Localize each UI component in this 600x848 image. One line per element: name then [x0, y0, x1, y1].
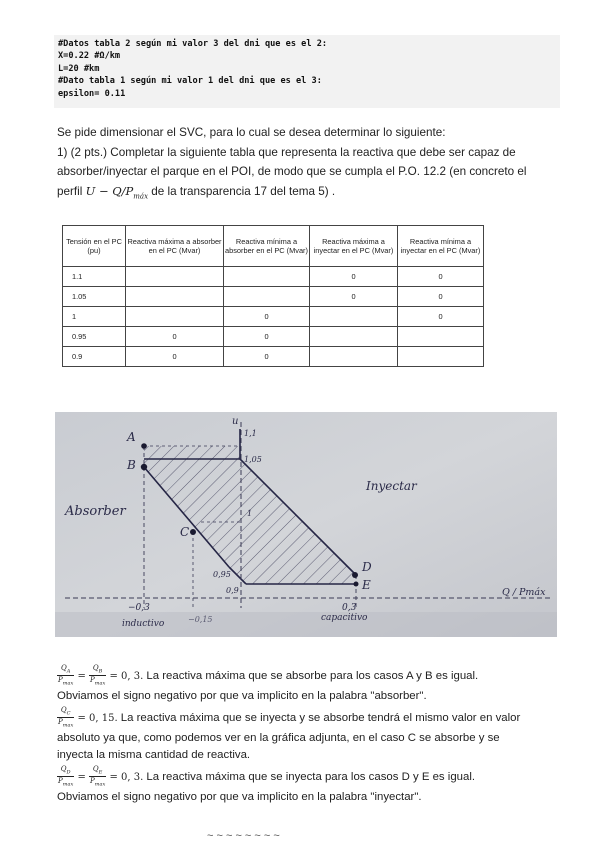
frac-sub: max [94, 781, 106, 788]
code-line: #Datos tabla 2 según mi valor 3 del dni que es el 2: [58, 39, 328, 49]
intro-line: 1) (2 pts.) Completar la siguiente tabla que representa la reactiva que debe ser capaz de [57, 145, 516, 159]
code-line: #Dato tabla 1 según mi valor 1 del dni que es el 3: [58, 76, 322, 87]
frac-den: P [58, 718, 63, 727]
label-c: C [180, 525, 190, 539]
table-cell [398, 327, 484, 347]
frac-den: P [90, 676, 95, 685]
table-cell: 0 [310, 267, 398, 287]
table-cell [126, 307, 224, 327]
equals-sign: = [77, 670, 86, 682]
x-tick-neg03: −0,3 [128, 603, 150, 613]
point-a [141, 443, 147, 449]
table-cell [398, 347, 484, 367]
fraction-qd [57, 765, 74, 789]
table-cell [126, 287, 224, 307]
table-row [63, 267, 484, 287]
intro-line [57, 182, 557, 207]
frac-sub: max [94, 680, 106, 687]
table-row [63, 287, 484, 307]
table-cell: 0 [224, 347, 310, 367]
explanation-text: La reactiva máxima que se absorbe para los casos A y B es igual. [143, 669, 479, 682]
table-cell: 0.9 [63, 347, 126, 367]
point-b [141, 464, 147, 470]
table-cell: 1 [63, 307, 126, 327]
label-d: D [362, 560, 372, 574]
frac-den: P [58, 676, 63, 685]
table-header: Reactiva mínima a absorber en el PC (Mvar) [224, 226, 310, 267]
intro-paragraph [57, 123, 557, 207]
cut-off-text-fragment: ~ ~ ~ ~ ~ ~ ~ ~ [207, 830, 280, 842]
table-cell [310, 307, 398, 327]
frac-den: P [58, 777, 63, 786]
label-absorber: Absorber [65, 504, 126, 519]
table-cell [310, 327, 398, 347]
frac-sub: E [98, 769, 103, 776]
x-label-capacitivo: capacitivo [321, 613, 368, 623]
equals-sign: = [77, 771, 86, 783]
tick-1: 1 [247, 509, 253, 518]
x-tick-neg015: −0,15 [188, 615, 213, 624]
frac-den: P [90, 777, 95, 786]
frac-sub: C [66, 710, 71, 717]
table-header: Tensión en el PC (pu) [63, 226, 126, 267]
code-line: epsilon= 0.11 [58, 88, 126, 99]
label-inyectar: Inyectar [366, 479, 417, 493]
table-header-row [63, 226, 484, 267]
table-cell: 1.05 [63, 287, 126, 307]
frac-sub: B [98, 668, 103, 675]
table-cell: 0 [224, 327, 310, 347]
table-cell: 0 [224, 307, 310, 327]
tick-09: 0,9 [226, 586, 239, 595]
table-header: Reactiva mínima a inyectar en el PC (Mvar) [398, 226, 484, 267]
label-q-axis: Q / Pmáx [502, 587, 546, 598]
frac-sub: max [62, 722, 74, 729]
explanation-text: absoluto ya que, como podemos ver en la gráfica adjunta, en el caso C se absorbe y se [57, 731, 500, 744]
explanation-ab [57, 664, 567, 705]
frac-sub: A [66, 668, 71, 675]
intro-text: de la transparencia 17 del tema 5) . [148, 184, 336, 198]
explanation-c [57, 706, 567, 764]
label-b: B [127, 458, 136, 472]
explanation-text: Obviamos el signo negativo por que va implicito en la palabra "absorber". [57, 689, 427, 702]
table-row [63, 307, 484, 327]
table-cell: 0 [126, 347, 224, 367]
fraction-qa [57, 664, 74, 688]
table-row [63, 327, 484, 347]
table-cell [126, 267, 224, 287]
table-cell [224, 287, 310, 307]
frac-num: Q [60, 765, 67, 773]
frac-sub: max [62, 781, 74, 788]
fraction-qc [57, 706, 74, 730]
tick-095: 0,95 [213, 570, 231, 579]
table-row [63, 347, 484, 367]
fraction-qe [89, 765, 106, 789]
label-e: E [362, 578, 371, 592]
explanation-text: La reactiva máxima que se inyecta para los casos D y E es igual. [143, 770, 476, 783]
hand-drawn-diagram-photo [55, 412, 557, 637]
fraction-qb [89, 664, 106, 688]
code-line: X=0.22 #Ω/km [58, 51, 121, 62]
frac-num: Q [92, 664, 99, 672]
code-block [54, 35, 560, 108]
perfil-formula [85, 183, 149, 201]
x-label-inductivo: inductivo [122, 619, 165, 629]
table-cell: 0.95 [63, 327, 126, 347]
table-cell [224, 267, 310, 287]
frac-sub: D [66, 769, 71, 776]
code-line: L=20 #km [58, 63, 100, 74]
table-header: Reactiva máxima a inyectar en el PC (Mvar) [310, 226, 398, 267]
frac-num: Q [92, 765, 99, 773]
value-ab: = 0, 3. [106, 670, 144, 682]
explanation-text: La reactiva máxima que se inyecta y se absorbe tendrá el mismo valor en valor [117, 711, 521, 724]
frac-num: Q [60, 706, 67, 714]
value-c: = 0, 15. [74, 712, 118, 724]
label-u: u [232, 416, 239, 427]
tick-105: 1,05 [244, 455, 262, 464]
intro-line: Se pide dimensionar el SVC, para lo cual se desea determinar lo siguiente: [57, 126, 446, 139]
label-a: A [127, 430, 136, 444]
frac-num: Q [60, 664, 67, 672]
table-header: Reactiva máxima a absorber en el PC (Mvar) [126, 226, 224, 267]
formula-sub: máx [133, 192, 149, 201]
intro-text: perfil [57, 184, 86, 198]
table-cell: 0 [398, 307, 484, 327]
explanation-de [57, 765, 567, 806]
frac-sub: max [62, 680, 74, 687]
point-c [190, 529, 196, 535]
table-cell: 0 [398, 287, 484, 307]
x-tick-pos03: 0,3 [342, 603, 357, 613]
table-cell: 1.1 [63, 267, 126, 287]
intro-line: absorber/inyectar el parque en el POI, de modo que se cumpla el P.O. 12.2 (en concreto el [57, 165, 527, 179]
table-cell [310, 347, 398, 367]
explanation-text: inyecta la misma cantidad de reactiva. [57, 748, 251, 761]
table-cell: 0 [398, 267, 484, 287]
point-e [354, 582, 359, 587]
point-d [352, 572, 358, 578]
reactive-table [62, 225, 484, 367]
tick-11: 1,1 [244, 429, 257, 438]
formula-main: U − Q/P [85, 183, 134, 198]
value-de: = 0, 3. [106, 771, 144, 783]
explanation-text: Obviamos el signo negativo por que va implicito en la palabra "inyectar". [57, 790, 422, 803]
table-cell: 0 [310, 287, 398, 307]
table-cell: 0 [126, 327, 224, 347]
